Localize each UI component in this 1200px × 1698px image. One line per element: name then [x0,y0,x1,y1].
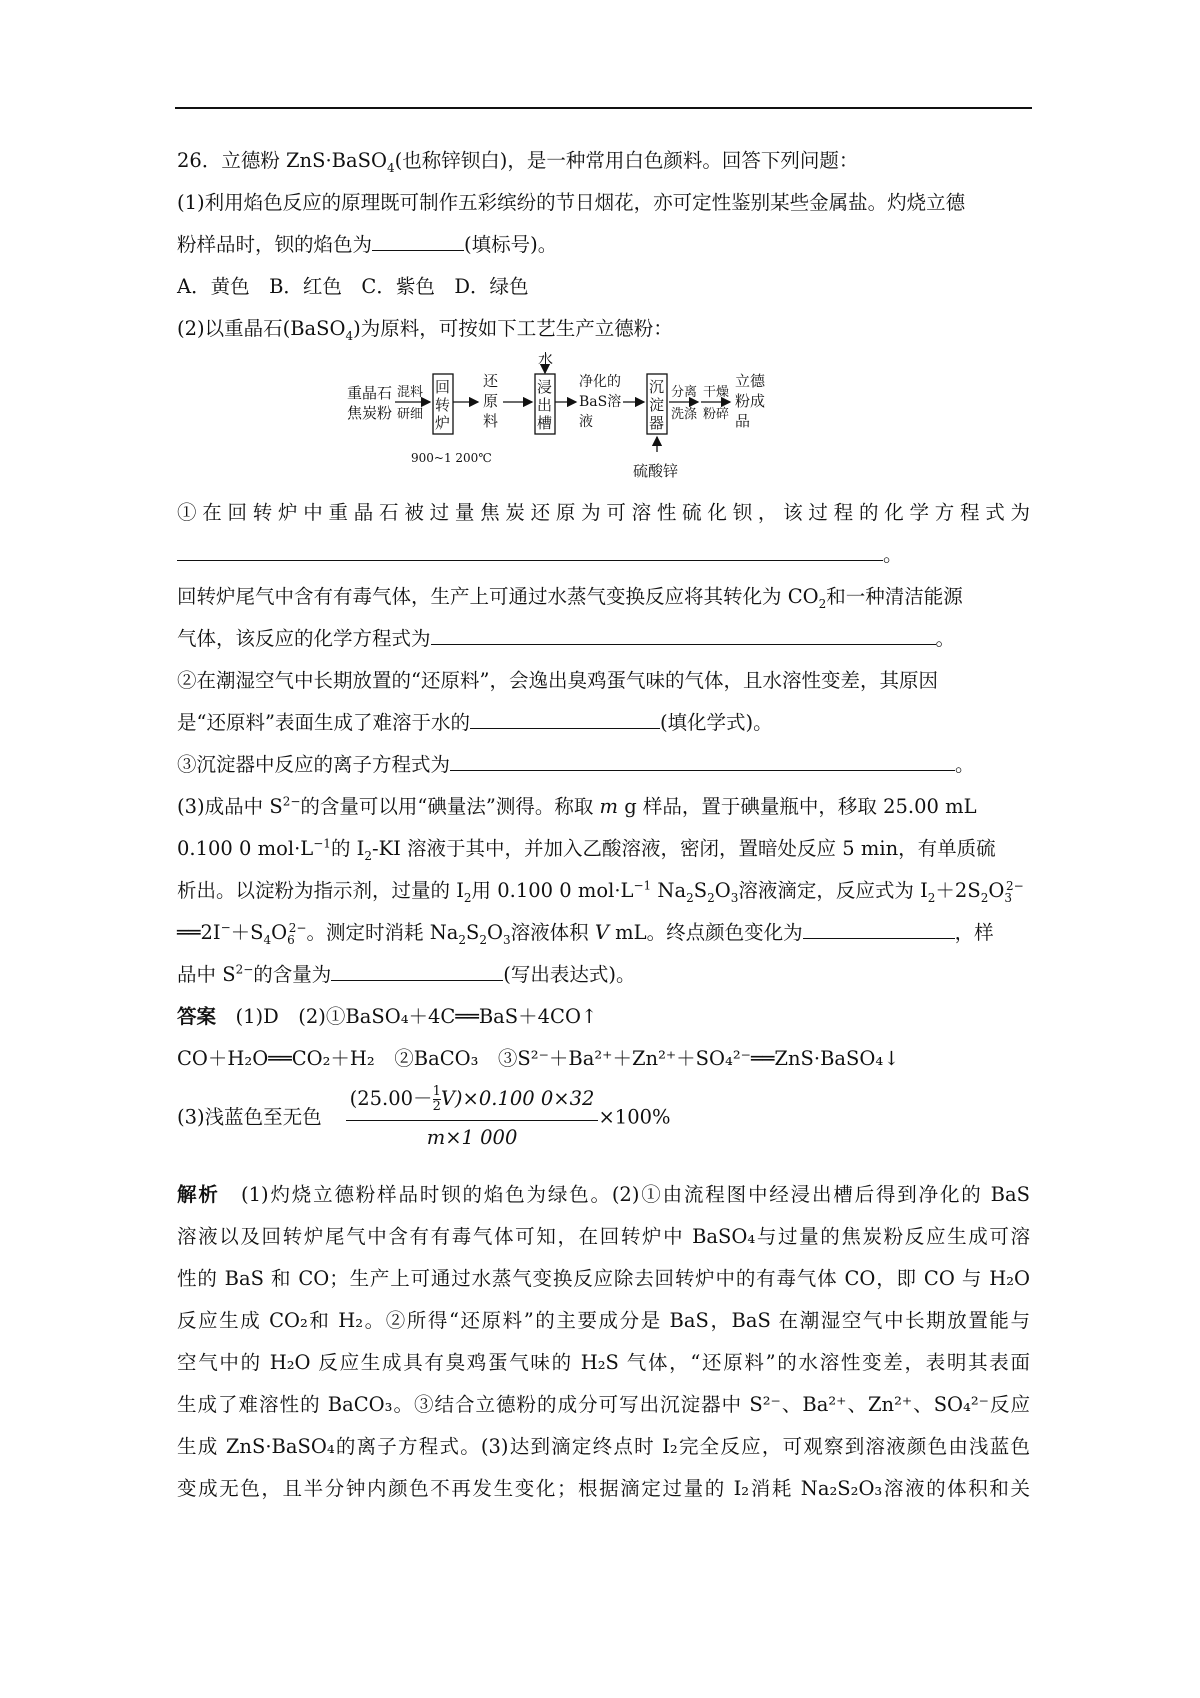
question-title: 26．立德粉 ZnS·BaSO$_4$(也称锌钡白)，是一种常用白色颜料。回答下列问题： [177,149,859,175]
part3-line4: $══2I^-+S_4O_6^{2-}$。测定时消耗 $Na_2S_2O_3$溶液体积 V mL。终点颜色变化为 ，样 [177,912,1030,954]
svg-text:粉成: 粉成 [735,392,766,410]
answer-blank [372,226,464,251]
answer-line1: 答案 (1)D (2)①BaSO₄＋4C══BaS＋4CO↑ [177,1005,598,1028]
step2-line1: ②在潮湿空气中长期放置的“还原料”，会逸出臭鸡蛋气味的气体，且水溶性变差，其原因 [177,669,938,692]
analysis-line7: 生成 ZnS·BaSO₄的离子方程式。(3)达到滴定终点时 I₂完全反应，可观察到溶液颜色由浅蓝色 [177,1435,1030,1458]
reduced-material-label: 还 [483,372,499,390]
step1-line1: ①在回转炉中重晶石被过量焦炭还原为可溶性硫化钡，该过程的化学方程式为 [177,501,1030,524]
answer-blank [177,536,883,561]
svg-text:出: 出 [537,396,553,414]
part1-line1: (1)利用焰色反应的原理既可制作五彩缤纷的节日烟花，亦可定性鉴别某些金属盐。灼烧立德 [177,191,966,214]
part3-line3: 析出。以淀粉为指示剂，过量的 $I_2$用 0.100 0 $mol\cdot L^{-1}$ $Na_2S_2O_3$溶液滴定，反应式为 $I_2+2S_2O_3^{2-}$ [177,878,1024,905]
svg-text:料: 料 [483,412,499,430]
input-coke: 焦炭粉 [347,404,393,422]
step1b-line1: 回转炉尾气中含有有毒气体，生产上可通过水蒸气变换反应将其转化为 $CO_2$和一种清洁能源 [177,585,963,611]
svg-text:器: 器 [649,414,665,432]
step-grind: 研细 [397,407,424,422]
answer-line3: (3)浅蓝色至无色 (25.00－ $\frac{1}{2}$ V)×0.100 0×32 m×1 000 ×100% [177,1080,1030,1168]
svg-text:槽: 槽 [537,414,553,432]
analysis-line6: 生成了难溶性的 BaCO₃。③结合立德粉的成分可写出沉淀器中 S²⁻、Ba²⁺、Zn²⁺、SO₄²⁻反应 [177,1393,1030,1416]
part2-intro: (2)以重晶石(BaSO$_4$)为原料，可按如下工艺生产立德粉： [177,317,673,343]
analysis-line8: 变成无色，且半分钟内颜色不再发生变化；根据滴定过量的 I₂消耗 Na₂S₂O₃溶液的体积和关 [177,1477,1030,1500]
step3-line: ③沉淀器中反应的离子方程式为 。 [177,744,1030,786]
answer-blank [450,746,955,771]
step1-line2: 。 [177,534,1030,576]
product-label: 立德 [735,372,766,390]
svg-text:液: 液 [579,414,593,430]
svg-text:炉: 炉 [435,414,451,432]
header-rule [175,107,1032,109]
analysis-line4: 反应生成 CO₂和 H₂。②所得“还原料”的主要成分是 BaS，BaS 在潮湿空气中长期放置能与 [177,1309,1030,1332]
svg-text:回: 回 [435,378,451,396]
water-label: 水 [538,352,554,368]
svg-text:品: 品 [735,412,751,430]
bas-solution-label: 净化的 [579,374,621,390]
page-content [177,140,1030,1510]
result-fraction: (25.00－ $\frac{1}{2}$ V)×0.100 0×32 m×1 000 [346,1082,599,1153]
svg-text:浸: 浸 [537,378,553,396]
answer-blank [331,956,503,981]
analysis-line5: 空气中的 H₂O 反应生成具有臭鸡蛋气味的 H₂S 气体，“还原料”的水溶性变差，表明其表面 [177,1351,1030,1374]
answer-blank [470,704,660,729]
process-flowchart [177,352,1030,486]
part3-line2: 0.100 0 $mol\cdot L^{-1}$的 $I_2-KI$ 溶液于其中，并加入乙酸溶液，密闭，置暗处反应 5 min，有单质硫 [177,836,996,863]
step2-line2: 是“还原料”表面生成了难溶于水的 (填化学式)。 [177,702,1030,744]
svg-text:转: 转 [435,396,451,414]
analysis-label: 解析 [177,1183,220,1206]
part3-line5: 品中 $S^{2-}$的含量为 (写出表达式)。 [177,954,1030,996]
zinc-sulfate-label: 硫酸锌 [633,462,679,480]
answer-blank [431,620,936,645]
step-mix: 混料 [397,385,424,400]
part3-line1: (3)成品中 $S^{2-}$的含量可以用“碘量法”测得。称取 m g 样品，置于碘量瓶中，移取 25.00 mL [177,794,977,818]
input-barite: 重晶石 [347,384,393,402]
analysis-line2: 溶液以及回转炉尾气中含有有毒气体可知，在回转炉中 BaSO₄与过量的焦炭粉反应生成可溶 [177,1225,1030,1248]
answer-label: 答案 [177,1005,217,1028]
svg-text:原: 原 [483,392,499,410]
analysis-line1: 解析 (1)灼烧立德粉样品时钡的焰色为绿色。(2)①由流程图中经浸出槽后得到净化的 BaS [177,1183,1030,1206]
analysis-line3: 性的 BaS 和 CO；生产上可通过水蒸气变换反应除去回转炉中的有毒气体 CO，即 CO 与 H₂O [177,1267,1030,1290]
answer-blank [803,914,955,939]
svg-text:淀: 淀 [649,396,665,414]
svg-text:BaS溶: BaS溶 [579,394,622,410]
temperature-label: 900~1 200℃ [411,451,492,465]
step-dry: 干燥 [703,385,730,400]
step-separate: 分离 [671,385,698,400]
svg-text:沉: 沉 [649,378,665,396]
step-crush: 粉碎 [703,407,730,422]
step1b-line2: 气体，该反应的化学方程式为 。 [177,618,1030,660]
options-line: A．黄色 B．红色 C．紫色 D．绿色 [177,275,529,298]
step-wash: 洗涤 [671,407,698,422]
answer-line2: CO＋H₂O══CO₂＋H₂ ②BaCO₃ ③S²⁻＋Ba²⁺＋Zn²⁺＋SO₄²⁻══ZnS·BaSO₄↓ [177,1047,900,1070]
part1-line2: 粉样品时，钡的焰色为 (填标号)。 [177,224,1030,266]
